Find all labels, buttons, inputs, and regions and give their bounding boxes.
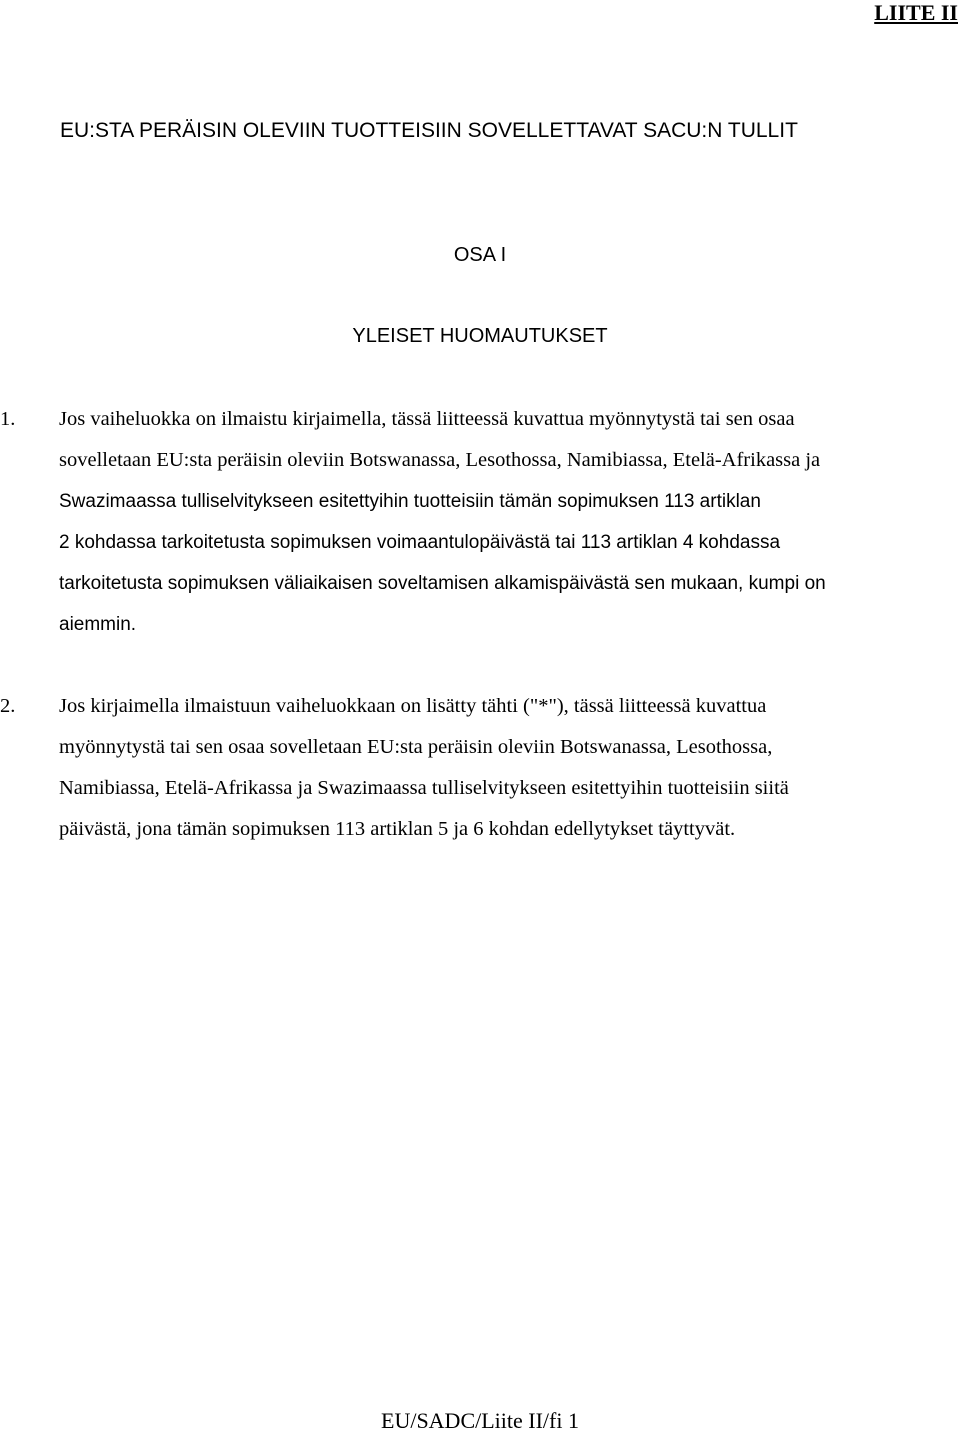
paragraph-line: Swazimaassa tulliselvitykseen esitettyihin tuotteisiin tämän sopimuksen 113 artiklan <box>59 491 761 512</box>
paragraph-body <box>59 399 929 645</box>
paragraph-number: 2. <box>0 695 16 717</box>
paragraph-line: aiemmin. <box>59 614 137 635</box>
paragraph-line: Namibiassa, Etelä-Afrikassa ja Swazimaassa tulliselvitykseen esitettyihin tuotteisiin siitä <box>59 777 789 799</box>
paragraph-line: 2 kohdassa tarkoitetusta sopimuksen voimaantulopäivästä tai 113 artiklan 4 kohdassa <box>59 532 781 553</box>
paragraph-line: päivästä, jona tämän sopimuksen 113 artiklan 5 ja 6 kohdan edellytykset täyttyvät. <box>59 818 736 840</box>
part-title: YLEISET HUOMAUTUKSET <box>352 325 608 347</box>
paragraph-line: tarkoitetusta sopimuksen väliaikaisen soveltamisen alkamispäivästä sen mukaan, kumpi on <box>59 573 826 594</box>
paragraph-1 <box>0 399 960 645</box>
paragraph-line: Jos vaiheluokka on ilmaistu kirjaimella, tässä liitteessä kuvattua myönnytystä tai sen osaa <box>59 408 795 430</box>
paragraph-line: sovelletaan EU:sta peräisin oleviin Botswanassa, Lesothossa, Namibiassa, Etelä-Afrikassa ja <box>59 449 821 471</box>
page-footer-reference: EU/SADC/Liite II/fi 1 <box>381 1408 579 1433</box>
paragraph-body <box>59 686 929 850</box>
paragraph-line: Jos kirjaimella ilmaistuun vaiheluokkaan on lisätty tähti ("*"), tässä liitteessä kuvattua <box>59 695 767 717</box>
paragraph-2 <box>0 686 960 850</box>
part-number: OSA I <box>453 244 507 266</box>
paragraph-line: myönnytystä tai sen osaa sovelletaan EU:sta peräisin oleviin Botswanassa, Lesothossa, <box>59 736 773 758</box>
document-title: EU:STA PERÄISIN OLEVIIN TUOTTEISIIN SOVELLETTAVAT SACU:N TULLIT <box>60 119 798 142</box>
annex-label: LIITE II <box>874 0 958 25</box>
paragraph-number: 1. <box>0 408 16 430</box>
